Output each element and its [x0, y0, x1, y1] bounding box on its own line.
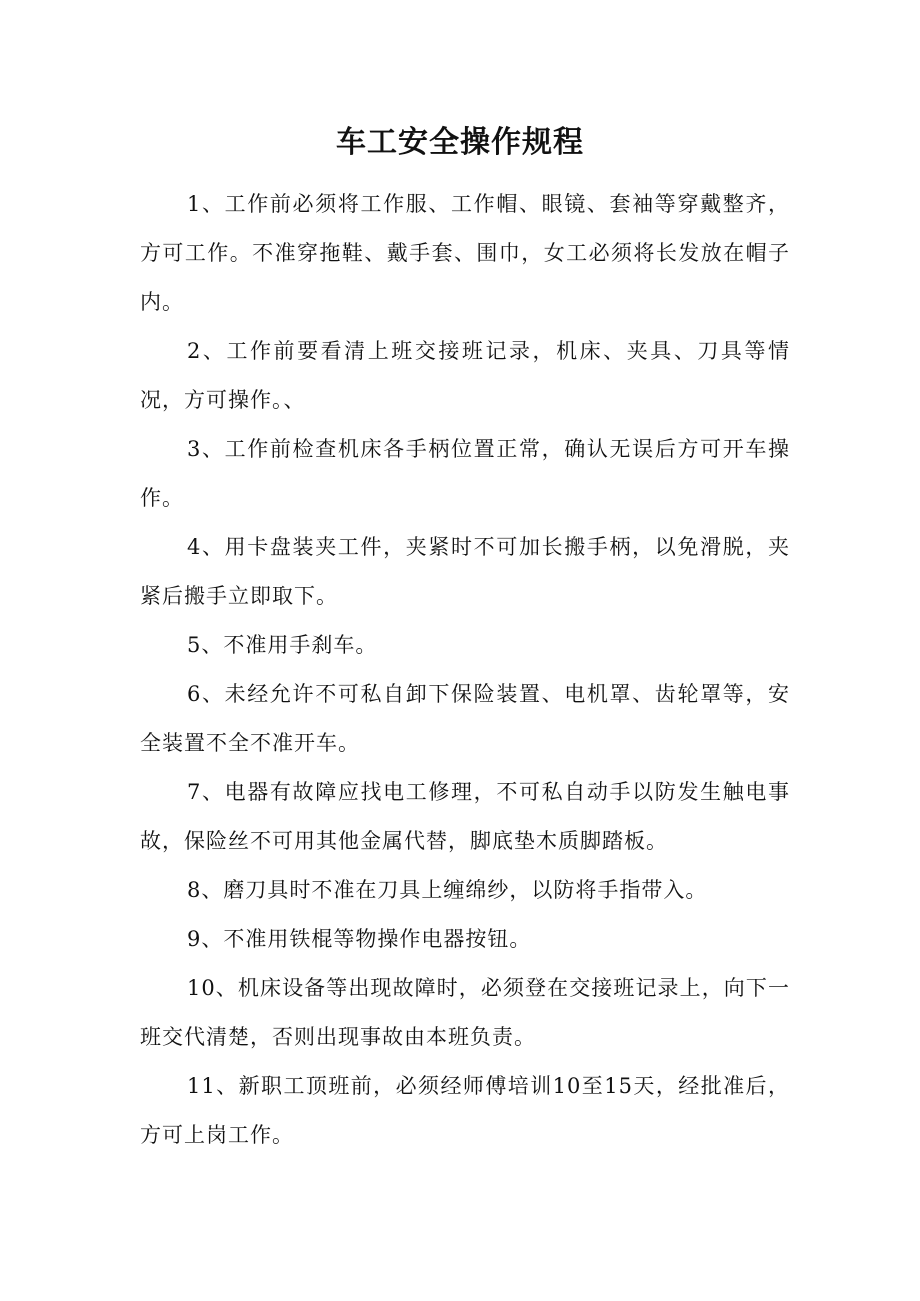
rule-paragraph-10: 10、机床设备等出现故障时，必须登在交接班记录上，向下一班交代清楚，否则出现事故由本班负责。	[140, 976, 790, 1049]
rule-paragraph-5: 5、不准用手刹车。	[187, 633, 378, 657]
rule-paragraph-6: 6、未经允许不可私自卸下保险装置、电机罩、齿轮罩等，安全装置不全不准开车。	[140, 682, 790, 755]
rule-paragraph-1: 1、工作前必须将工作服、工作帽、眼镜、套袖等穿戴整齐，方可工作。不准穿拖鞋、戴手套、围巾，女工必须将长发放在帽子内。	[140, 192, 790, 314]
rule-paragraph-3: 3、工作前检查机床各手柄位置正常，确认无误后方可开车操作。	[140, 437, 790, 510]
document-body	[140, 180, 790, 1160]
rule-paragraph-2: 2、工作前要看清上班交接班记录，机床、夹具、刀具等情况，方可操作。、	[140, 339, 790, 412]
rule-paragraph-4: 4、用卡盘装夹工件，夹紧时不可加长搬手柄，以免滑脱，夹紧后搬手立即取下。	[140, 535, 790, 608]
rule-paragraph-9: 9、不准用铁棍等物操作电器按钮。	[187, 927, 532, 951]
rule-paragraph-11: 11、新职工顶班前，必须经师傅培训10至15天，经批准后，方可上岗工作。	[140, 1074, 790, 1147]
rule-paragraph-7: 7、电器有故障应找电工修理，不可私自动手以防发生触电事故，保险丝不可用其他金属代替，脚底垫木质脚踏板。	[140, 780, 790, 853]
rule-paragraph-8: 8、磨刀具时不准在刀具上缠绵纱，以防将手指带入。	[187, 878, 708, 902]
document-title: 车工安全操作规程	[336, 125, 584, 160]
